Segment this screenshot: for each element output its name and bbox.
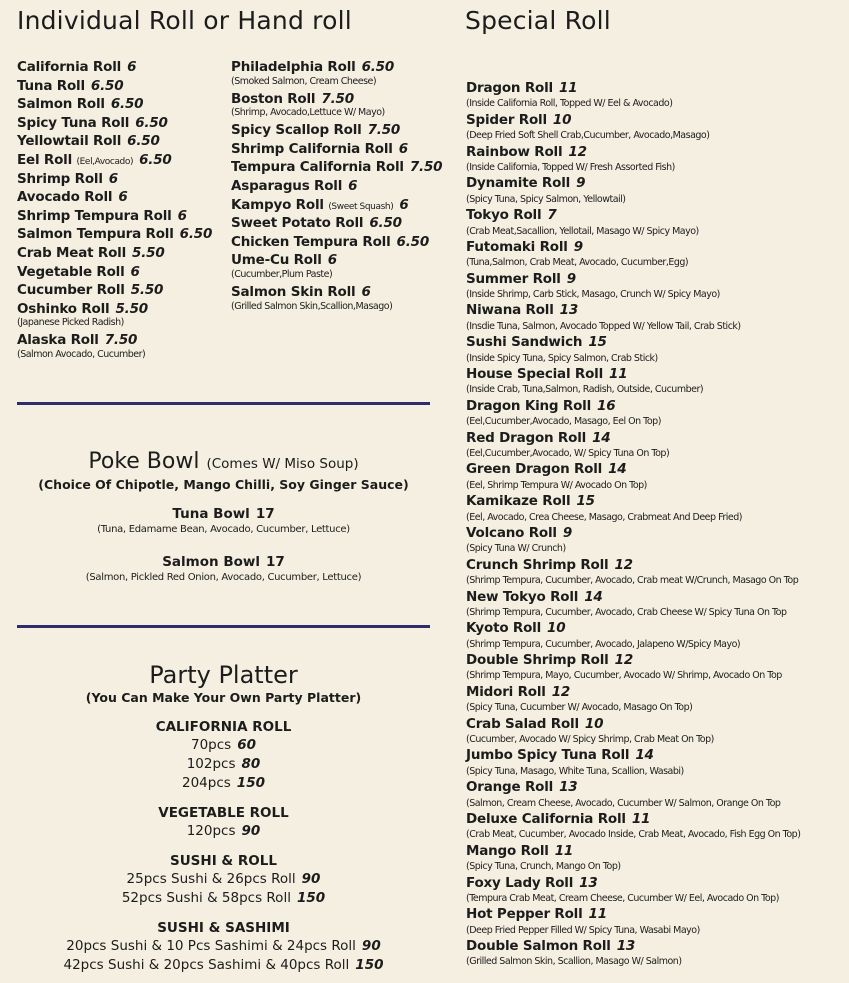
menu-item — [17, 170, 212, 189]
platter-option — [17, 774, 430, 793]
item-description: (Inside Spicy Tuna, Spicy Salmon, Crab Stick) — [466, 352, 658, 364]
item-name: Jumbo Spicy Tuna Roll — [466, 747, 630, 764]
item-name: Dragon Roll — [466, 80, 553, 96]
item-description: (Crab Meat, Cucumber, Avocado Inside, Crab Meat, Avocado, Fish Egg On Top) — [466, 829, 801, 841]
item-price: 13 — [616, 938, 636, 955]
menu-item — [466, 429, 800, 447]
item-name: Spider Roll — [466, 111, 547, 128]
menu-item — [17, 151, 212, 170]
item-description: (Inside California, Topped W/ Fresh Assorted Fish) — [466, 161, 675, 173]
item-name: Tuna Roll — [17, 77, 85, 94]
item-price: 12 — [568, 143, 587, 160]
item-description: (Eel, Shrimp Tempura W/ Avocado On Top) — [466, 479, 647, 491]
option-price: 90 — [301, 871, 321, 887]
menu-item — [466, 746, 800, 764]
menu-item — [231, 158, 442, 177]
item-description: (Shrimp Tempura, Cucumber, Avocado, Crab Cheese W/ Spicy Tuna On Top — [466, 606, 787, 618]
menu-item — [466, 651, 800, 669]
menu-item — [466, 301, 800, 319]
item-name: California Roll — [17, 59, 122, 75]
menu-item — [466, 588, 800, 606]
menu-item — [17, 188, 212, 207]
item-name: Spicy Scallop Roll — [231, 122, 362, 139]
platter-group-name: VEGETABLE ROLL — [158, 805, 289, 821]
item-name: Kyoto Roll — [466, 620, 542, 637]
platter-option — [17, 755, 430, 774]
menu-item — [17, 281, 212, 300]
item-price: 6 — [398, 140, 408, 157]
menu-item — [466, 492, 800, 510]
option-price: 90 — [361, 938, 381, 954]
item-price: 6.50 — [110, 96, 144, 113]
item-name: House Special Roll — [466, 366, 604, 383]
menu-item — [17, 132, 212, 151]
poke-bowl-section — [17, 449, 430, 585]
item-name: Asparagus Roll — [231, 177, 343, 194]
item-price: 6 — [177, 207, 187, 224]
item-price: 14 — [608, 461, 627, 478]
menu-item — [466, 778, 800, 796]
item-name: Alaska Roll — [17, 332, 99, 349]
platter-option — [17, 956, 430, 975]
item-name: Green Dragon Roll — [466, 461, 603, 478]
item-name: Dynamite Roll — [466, 175, 571, 192]
item-price: 5.50 — [132, 244, 165, 261]
menu-item — [466, 619, 800, 637]
item-description: (Shrimp, Avocado,Lettuce W/ Mayo) — [231, 107, 385, 119]
menu-item — [231, 214, 442, 233]
item-name: Summer Roll — [466, 270, 561, 287]
item-price: 9 — [573, 238, 583, 255]
menu-item — [466, 111, 800, 129]
special-roll-heading: Special Roll — [465, 6, 611, 35]
option-label: 204pcs — [182, 775, 231, 791]
menu-item — [466, 333, 800, 351]
item-description: (Eel, Avocado, Crea Cheese, Masago, Crabmeat And Deep Fried) — [466, 511, 742, 523]
platter-option — [17, 822, 430, 841]
item-price: 6 — [108, 170, 118, 187]
item-name: Ume-Cu Roll — [231, 252, 322, 269]
item-price: 13 — [579, 874, 598, 891]
item-price: 10 — [547, 620, 566, 637]
item-description: (Shrimp Tempura, Cucumber, Avocado, Jalapeno W/Spicy Mayo) — [466, 638, 741, 650]
special-roll-list — [466, 79, 800, 969]
item-description: (Deep Fried Pepper Filled W/ Spicy Tuna, Wasabi Mayo) — [466, 924, 700, 936]
item-name: Philadelphia Roll — [231, 59, 356, 75]
platter-option — [17, 736, 430, 755]
item-name: Salmon Tempura Roll — [17, 226, 174, 243]
option-price: 150 — [355, 957, 384, 973]
item-description: (Inside Shrimp, Carb Stick, Masago, Crunch W/ Spicy Mayo) — [466, 289, 720, 301]
item-price: 11 — [631, 810, 651, 827]
item-price: 13 — [559, 302, 579, 319]
poke-item-description: (Salmon, Pickled Red Onion, Avocado, Cucumber, Lettuce) — [85, 572, 362, 583]
item-price: 7.50 — [409, 159, 443, 176]
item-price: 14 — [635, 747, 654, 764]
menu-item — [17, 114, 212, 133]
item-name: Crab Salad Roll — [466, 715, 579, 732]
menu-item — [17, 77, 212, 96]
item-price: 9 — [566, 270, 576, 287]
item-price: 6 — [361, 283, 371, 300]
item-note: (Sweet Squash) — [328, 201, 394, 212]
item-price: 9 — [562, 524, 573, 541]
item-name: Rainbow Roll — [466, 143, 563, 160]
item-name: Orange Roll — [466, 779, 554, 796]
platter-option — [17, 870, 430, 889]
poke-title-note: (Comes W/ Miso Soup) — [206, 456, 359, 472]
item-price: 17 — [255, 506, 275, 522]
menu-item — [466, 270, 800, 288]
item-price: 5.50 — [130, 282, 164, 299]
item-name: Kampyo Roll — [231, 196, 324, 213]
item-description: (Deep Fried Soft Shell Crab,Cucumber, Avocado,Masago) — [466, 130, 710, 142]
item-description: (Smoked Salmon, Cream Cheese) — [231, 75, 377, 87]
item-price: 12 — [551, 683, 571, 700]
item-name: Niwana Roll — [466, 302, 554, 319]
option-label: 25pcs Sushi & 26pcs Roll — [126, 871, 296, 887]
item-price: 7 — [547, 207, 557, 224]
menu-item — [231, 233, 442, 252]
item-name: Mango Roll — [466, 842, 549, 859]
item-description: (Tuna,Salmon, Crab Meat, Avocado, Cucumber,Egg) — [466, 257, 689, 269]
option-label: 70pcs — [190, 737, 232, 753]
menu-item — [17, 95, 212, 114]
item-name: Eel Roll — [17, 151, 73, 168]
item-price: 6 — [348, 177, 358, 194]
item-description: (Eel,Cucumber,Avocado, W/ Spicy Tuna On Top) — [466, 447, 670, 459]
item-price: 6.50 — [396, 233, 430, 250]
item-description: (Grilled Salmon Skin, Scallion, Masago W/ Salmon) — [466, 956, 682, 968]
menu-item — [466, 905, 800, 923]
item-description: (Salmon, Cream Cheese, Avocado, Cucumber W/ Salmon, Orange On Top — [466, 797, 781, 809]
party-subtitle: (You Can Make Your Own Party Platter) — [85, 690, 362, 705]
item-name: Boston Roll — [231, 90, 316, 107]
poke-bowl-heading — [17, 449, 430, 477]
menu-item — [231, 177, 442, 196]
menu-item — [466, 715, 800, 733]
item-description: (Spicy Tuna, Spicy Salmon, Yellowtail) — [466, 193, 626, 205]
item-price: 6 — [118, 189, 128, 206]
item-description: (Spicy Tuna W/ Crunch) — [466, 543, 566, 555]
item-price: 6 — [130, 263, 140, 280]
item-name: Crunch Shrimp Roll — [466, 556, 609, 573]
poke-item-description: (Tuna, Edamame Bean, Avocado, Cucumber, Lettuce) — [97, 524, 350, 535]
item-name: Volcano Roll — [466, 524, 557, 541]
menu-item — [231, 196, 442, 215]
option-label: 52pcs Sushi & 58pcs Roll — [121, 890, 291, 906]
item-price: 14 — [584, 588, 603, 605]
item-name: Tuna Bowl — [172, 506, 250, 522]
menu-item — [466, 79, 800, 97]
item-name: Sushi Sandwich — [466, 334, 583, 351]
item-name: Avocado Roll — [17, 189, 113, 206]
item-price: 7.50 — [367, 122, 401, 139]
poke-item-name — [17, 506, 430, 523]
item-name: Yellowtail Roll — [17, 133, 122, 150]
item-price: 6 — [327, 252, 337, 269]
section-divider — [17, 625, 430, 628]
item-name: Shrimp California Roll — [231, 140, 393, 157]
individual-roll-list-1 — [17, 58, 212, 363]
section-divider — [17, 402, 430, 405]
item-price: 12 — [614, 556, 633, 573]
option-label: 102pcs — [186, 756, 236, 772]
menu-item — [17, 244, 212, 263]
item-description: (Inside California Roll, Topped W/ Eel & Avocado) — [466, 98, 673, 110]
item-price: 6 — [127, 59, 137, 75]
item-name: Spicy Tuna Roll — [17, 114, 130, 131]
item-name: Cucumber Roll — [17, 282, 125, 299]
item-description: (Shrimp Tempura, Cucumber, Avocado, Crab meat W/Crunch, Masago On Top — [466, 575, 799, 587]
item-price: 11 — [554, 842, 574, 859]
item-price: 11 — [558, 80, 578, 96]
item-name: Foxy Lady Roll — [466, 874, 574, 891]
menu-item — [17, 58, 212, 77]
item-price: 10 — [552, 111, 572, 128]
menu-item — [231, 121, 442, 140]
item-price: 14 — [592, 429, 611, 446]
item-price: 6.50 — [127, 133, 160, 150]
item-name: Oshinko Roll — [17, 300, 110, 317]
option-price: 150 — [236, 775, 265, 791]
item-price: 6.50 — [179, 226, 213, 243]
option-price: 80 — [241, 756, 261, 772]
poke-subtitle: (Choice Of Chipotle, Mango Chilli, Soy Ginger Sauce) — [38, 477, 409, 492]
item-price: 6 — [399, 196, 409, 213]
menu-item — [466, 556, 800, 574]
item-price: 7.50 — [104, 332, 138, 349]
menu-item — [231, 140, 442, 159]
item-description: (Spicy Tuna, Cucumber W/ Avocado, Masago On Top) — [466, 702, 693, 714]
item-name: Shrimp Tempura Roll — [17, 207, 172, 224]
item-price: 15 — [576, 493, 595, 510]
item-name: Dragon King Roll — [466, 397, 592, 414]
option-label: 42pcs Sushi & 20pcs Sashimi & 40pcs Roll — [63, 957, 350, 973]
item-price: 13 — [559, 779, 578, 796]
menu-item — [17, 263, 212, 282]
option-price: 150 — [296, 890, 326, 906]
item-price: 17 — [265, 554, 285, 570]
item-description: (Grilled Salmon Skin,Scallion,Masago) — [231, 300, 393, 312]
menu-item — [466, 683, 800, 701]
item-description: (Spicy Tuna, Crunch, Mango On Top) — [466, 861, 621, 873]
item-price: 6.50 — [139, 151, 172, 168]
platter-option — [17, 889, 430, 908]
item-name: Sweet Potato Roll — [231, 215, 364, 232]
item-price: 6.50 — [90, 77, 124, 94]
item-price: 9 — [576, 175, 586, 192]
item-description: (Tempura Crab Meat, Cream Cheese, Cucumber W/ Eel, Avocado On Top) — [466, 892, 779, 904]
item-note: (Eel,Avocado) — [76, 156, 134, 167]
item-name: Crab Meat Roll — [17, 244, 127, 261]
item-price: 5.50 — [115, 300, 148, 317]
menu-item — [17, 207, 212, 226]
menu-item — [466, 937, 800, 955]
menu-item — [466, 143, 800, 161]
individual-roll-heading: Individual Roll or Hand roll — [17, 6, 352, 35]
item-description: (Salmon Avocado, Cucumber) — [17, 348, 146, 360]
item-name: Salmon Skin Roll — [231, 283, 356, 300]
item-description: (Cucumber, Avocado W/ Spicy Shrimp, Crab Meat On Top) — [466, 734, 714, 746]
item-description: (Cucumber,Plum Paste) — [231, 268, 333, 280]
item-name: Double Shrimp Roll — [466, 652, 609, 669]
menu-item — [466, 397, 800, 415]
item-price: 12 — [614, 652, 634, 669]
item-description: (Shrimp Tempura, Mayo, Cucumber, Avocado W/ Shrimp, Avocado On Top — [466, 670, 782, 682]
item-name: Shrimp Roll — [17, 170, 103, 187]
item-price: 6.50 — [369, 215, 402, 232]
poke-item-name — [17, 554, 430, 571]
menu-item — [466, 174, 800, 192]
item-description: (Crab Meat,Sacallion, Yellotail, Masago W/ Spicy Mayo) — [466, 225, 699, 237]
platter-group-name: CALIFORNIA ROLL — [155, 719, 292, 735]
option-price: 60 — [237, 737, 256, 753]
menu-item — [466, 206, 800, 224]
platter-group-name: SUSHI & ROLL — [170, 853, 277, 869]
item-description: (Spicy Tuna, Masago, White Tuna, Scallion, Wasabi) — [466, 765, 684, 777]
item-price: 11 — [609, 366, 628, 383]
menu-item — [466, 810, 800, 828]
item-price: 10 — [584, 715, 604, 732]
item-name: Red Dragon Roll — [466, 429, 587, 446]
item-name: Midori Roll — [466, 683, 546, 700]
item-name: Kamikaze Roll — [466, 493, 571, 510]
item-price: 7.50 — [321, 90, 354, 107]
item-name: Hot Pepper Roll — [466, 906, 583, 923]
platter-option — [17, 937, 430, 956]
party-platter-heading: Party Platter — [149, 661, 298, 689]
option-label: 120pcs — [186, 823, 236, 839]
item-name: Futomaki Roll — [466, 238, 568, 255]
item-price: 16 — [597, 397, 616, 414]
option-price: 90 — [241, 823, 261, 839]
item-description: (Inside Crab, Tuna,Salmon, Radish, Outside, Cucumber) — [466, 384, 704, 396]
party-platter-section — [17, 660, 430, 975]
item-name: Tokyo Roll — [466, 207, 542, 224]
item-description: (Insdie Tuna, Salmon, Avocado Topped W/ Yellow Tail, Crab Stick) — [466, 320, 741, 332]
item-name: Vegetable Roll — [17, 263, 125, 280]
item-name: Tempura California Roll — [231, 159, 404, 176]
item-price: 6.50 — [135, 114, 168, 131]
poke-title: Poke Bowl — [88, 449, 200, 474]
item-price: 15 — [588, 334, 607, 351]
option-label: 20pcs Sushi & 10 Pcs Sashimi & 24pcs Roll — [66, 938, 356, 954]
platter-group-name: SUSHI & SASHIMI — [157, 920, 290, 936]
menu-item — [466, 524, 800, 542]
item-name: Deluxe California Roll — [466, 810, 626, 827]
item-name: New Tokyo Roll — [466, 588, 579, 605]
item-description: (Eel,Cucumber,Avocado, Masago, Eel On Top) — [466, 416, 661, 428]
menu-item — [466, 842, 800, 860]
menu-item — [466, 365, 800, 383]
item-description: (Japanese Picked Radish) — [17, 317, 124, 329]
item-price: 11 — [588, 906, 607, 923]
item-name: Salmon Bowl — [162, 554, 260, 570]
item-name: Chicken Tempura Roll — [231, 233, 391, 250]
menu-item — [466, 238, 800, 256]
item-name: Salmon Roll — [17, 96, 105, 113]
item-price: 6.50 — [361, 59, 395, 75]
individual-roll-list-2 — [231, 58, 442, 315]
item-name: Double Salmon Roll — [466, 938, 611, 955]
menu-item — [466, 460, 800, 478]
menu-item — [17, 225, 212, 244]
menu-item — [466, 874, 800, 892]
